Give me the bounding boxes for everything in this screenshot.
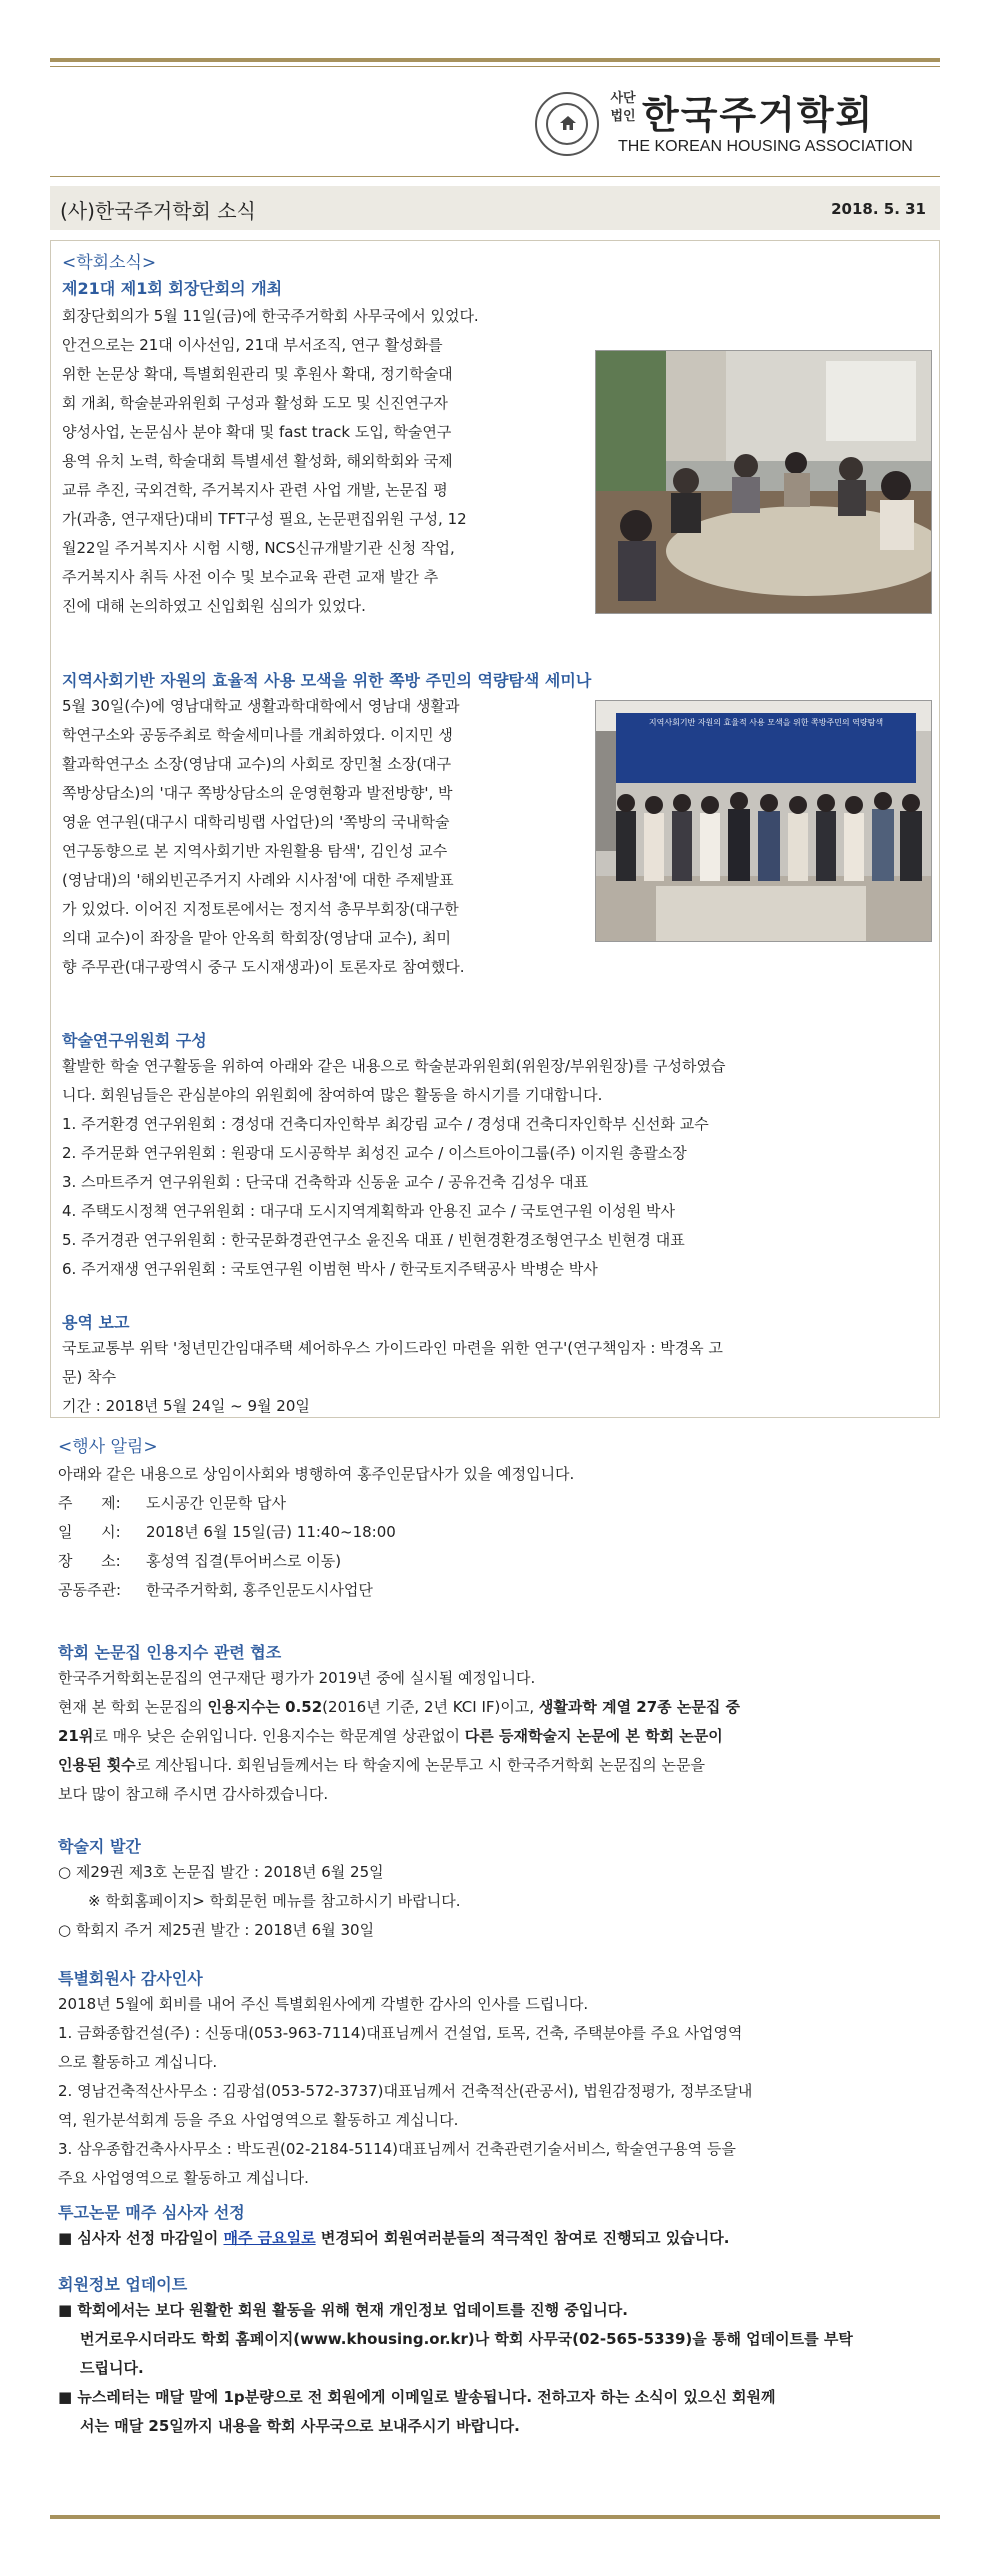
section-committee-heading: 학술연구위원회 구성 <box>62 1031 207 1050</box>
section-seminar-heading: 지역사회기반 자원의 효율적 사용 모색을 위한 쪽방 주민의 역량탐색 세미나 <box>62 671 592 690</box>
reviewer-notice: ■ 심사자 선정 마감일이 매주 금요일로 변경되어 회원여러분들의 적극적인 참여로 진행되고 있습니다. <box>58 2229 730 2247</box>
member-body: ■ 학회에서는 보다 원활한 회원 활동을 위해 현재 개인정보 업데이트를 진행 중입니다. 번거로우시더라도 학회 홈페이지(www.khousing.or.kr)나 학회 사무국(02-565-5339)을 통해 업데이트를 부탁 드립니다. ■ 뉴스레터는 매달 말에 1p분량으로 전 회원에게 이메일로 발송됩니다. 전하고자 하는 소식이 있으신 회원께 서는 매달 25일까지 내용을 학회 사무국으로 보내주시기 바랍니다. <box>58 2301 853 2435</box>
mid-thin-rule <box>50 176 940 177</box>
reviewer-heading: 투고논문 매주 심사자 선정 <box>58 2203 245 2222</box>
newsletter-title-bar <box>50 186 940 230</box>
event-body: 아래와 같은 내용으로 상임이사회와 병행하여 홍주인문답사가 있을 예정입니다. 주 제: 도시공간 인문학 답사 일 시: 2018년 6월 15일(금) 11:40~18:00 장 소: 홍성역 집결(투어버스로 이동) 공동주관: 한국주거학회, 홍주인문도시사업단 <box>58 1465 575 1599</box>
section-meeting-heading: 제21대 제1회 회장단회의 개최 <box>62 279 283 298</box>
meeting-photo <box>595 350 932 614</box>
news-category: <학회소식> <box>62 253 157 273</box>
masthead <box>50 76 940 168</box>
committee-item: 5. 주거경관 연구위원회 : 한국문화경관연구소 윤진옥 대표 / 빈현경환경조형연구소 빈현경 대표 <box>62 1231 685 1249</box>
section-committee-body: 활발한 학술 연구활동을 위하여 아래와 같은 내용으로 학술분과위원회(위원장/부위원장)를 구성하였습 니다. 회원님들은 관심분야의 위원회에 참여하여 많은 활동을 하시기를 기대합니다. 1. 주거환경 연구위원회 : 경성대 건축디자인학부 최강림 교수 / 경성대 건축디자인학부 신선화 교수 2. 주거문화 연구위원회 : 원광대 도시공학부 최성진 교수 / 이스트아이그룹(주) 이지원 총괄소장 3. 스마트주거 연구위원회 : 단국대 건축학과 신동윤 교수 / 공유건축 김성우 대표 4. 주택도시정책 연구위원회 : 대구대 도시지역계획학과 안용진 교수 / 국토연구원 이성원 박사 5. 주거경관 연구위원회 : 한국문화경관연구소 윤진옥 대표 / 빈현경환경조형연구소 빈현경 대표 6. 주거재생 연구위원회 : 국토연구원 이범현 박사 / 한국토지주택공사 박병순 박사 <box>62 1052 928 1284</box>
newsletter-title: (사)한국주거학회 소식 <box>60 199 256 223</box>
committee-item: 1. 주거환경 연구위원회 : 경성대 건축디자인학부 최강림 교수 / 경성대 건축디자인학부 신선화 교수 <box>62 1115 709 1133</box>
committee-item: 4. 주택도시정책 연구위원회 : 대구대 도시지역계획학과 안용진 교수 / 국토연구원 이성원 박사 <box>62 1202 676 1220</box>
journal-body: ○ 제29권 제3호 논문집 발간 : 2018년 6월 25일 ※ 학회홈페이지> 학회문헌 메뉴를 참고하시기 바랍니다. ○ 학회지 주거 제25권 발간 : 2018년 6월 30일 <box>58 1863 461 1939</box>
house-seal-icon <box>535 92 599 156</box>
committee-item: 2. 주거문화 연구위원회 : 원광대 도시공학부 최성진 교수 / 이스트아이그룹(주) 이지원 총괄소장 <box>62 1144 687 1162</box>
association-name-korean: 한국주거학회 <box>642 93 875 137</box>
sponsors-body: 2018년 5월에 회비를 내어 주신 특별회원사에게 각별한 감사의 인사를 드립니다. 1. 금화종합건설(주) : 신동대(053-963-7114)대표님께서 건설업, 토목, 건축, 주택분야를 주요 사업영역 으로 활동하고 계십니다. 2. 영남건축적산사무소 : 김광섭(053-572-3737)대표님께서 건축적산(관공서), 법원감정평가, 정부조달내 역, 원가분석회계 등을 주요 사업영역으로 활동하고 계십니다. 3. 삼우종합건축사사무소 : 박도권(02-2184-5114)대표님께서 건축관련기술서비스, 학술연구용역 등을 주요 사업영역으로 활동하고 계십니다. <box>58 1995 753 2187</box>
section-meeting-body: 회장단회의가 5월 11일(금)에 한국주거학회 사무국에서 있었다. 안건으로는 21대 이사선임, 21대 부서조직, 연구 활성화를 위한 논문상 확대, 특별회원관리 및 후원사 확대, 정기학술대 회 개최, 학술분과위원회 구성과 활성화 도모 및 신진연구자 양성사업, 논문심사 분야 확대 및 fast track 도입, 학술연구 용역 유치 노력, 학술대회 특별세션 활성화, 해외학회와 국제 교류 추진, 국외견학, 주거복지사 관련 사업 개발, 논문집 평 가(과총, 연구재단)대비 TFT구성 필요, 논문편집위원 구성, 12 월22일 주거복지사 시험 시행, NCS신규개발기관 신청 작업, 주거복지사 취득 사전 이수 및 보수교육 관련 교재 발간 추 진에 대해 논의하였고 신입회원 심의가 있었다. <box>62 307 479 615</box>
event-category: <행사 알림> <box>58 1437 158 1457</box>
top-thin-rule <box>50 66 940 67</box>
committee-item: 6. 주거재생 연구위원회 : 국토연구원 이범현 박사 / 한국토지주택공사 박병순 박사 <box>62 1260 598 1278</box>
top-gold-rule <box>50 58 940 62</box>
sponsors-heading: 특별회원사 감사인사 <box>58 1969 203 1988</box>
journal-heading: 학술지 발간 <box>58 1837 141 1856</box>
corp-type: 사단 법인 <box>610 91 636 124</box>
section-service-heading: 용역 보고 <box>62 1313 130 1332</box>
member-heading: 회원정보 업데이트 <box>58 2275 188 2294</box>
citation-heading: 학회 논문집 인용지수 관련 협조 <box>58 1643 282 1662</box>
association-name-english: THE KOREAN HOUSING ASSOCIATION <box>618 138 913 155</box>
newsletter-date: 2018. 5. 31 <box>831 200 926 218</box>
section-service-body: 국토교통부 위탁 '청년민간임대주택 셰어하우스 가이드라인 마련을 위한 연구'(연구책임자 : 박경옥 고 문) 착수 기간 : 2018년 5월 24일 ~ 9월 20일 <box>62 1339 723 1415</box>
seminar-photo <box>595 700 932 942</box>
section-seminar-body: 5월 30일(수)에 영남대학교 생활과학대학에서 영남대 생활과 학연구소와 공동주최로 학술세미나를 개최하였다. 이지민 생 활과학연구소 소장(영남대 교수)의 사회로 장민철 소장(대구 쪽방상담소)의 '대구 쪽방상담소의 운영현황과 발전방향', 박 영윤 연구원(대구시 대학리빙랩 사업단)의 '쪽방의 국내학술 연구동향으로 본 지역사회기반 자원활용 탐색', 김인성 교수 (영남대)의 '해외빈곤주거지 사례와 시사점'에 대한 주제발표 가 있었다. 이어진 지정토론에서는 정지석 총무부회장(대구한 의대 교수)이 좌장을 맡아 안옥희 학회장(영남대 교수), 최미 향 주무관(대구광역시 중구 도시재생과)이 토론자로 참여했다. <box>62 697 465 976</box>
citation-body: 한국주거학회논문집의 연구재단 평가가 2019년 중에 실시될 예정입니다. 현재 본 학회 논문집의 인용지수는 0.52(2016년 기준, 2년 KCI IF)이고, 생활과학 계열 27종 논문집 중 21위로 매우 낮은 순위입니다. 인용지수는 학문계열 상관없이 다른 등재학술지 논문에 본 학회 논문이 인용된 횟수로 계산됩니다. 회원님들께서는 타 학술지에 논문투고 시 한국주거학회 논문집의 논문을 보다 많이 참고해 주시면 감사하겠습니다. <box>58 1669 741 1803</box>
bottom-gold-rule <box>50 2515 940 2519</box>
seminar-banner-text: 지역사회기반 자원의 효율적 사용 모색을 위한 쪽방주민의 역량탐색 <box>648 718 884 727</box>
committee-item: 3. 스마트주거 연구위원회 : 단국대 건축학과 신동윤 교수 / 공유건축 김성우 대표 <box>62 1173 589 1191</box>
